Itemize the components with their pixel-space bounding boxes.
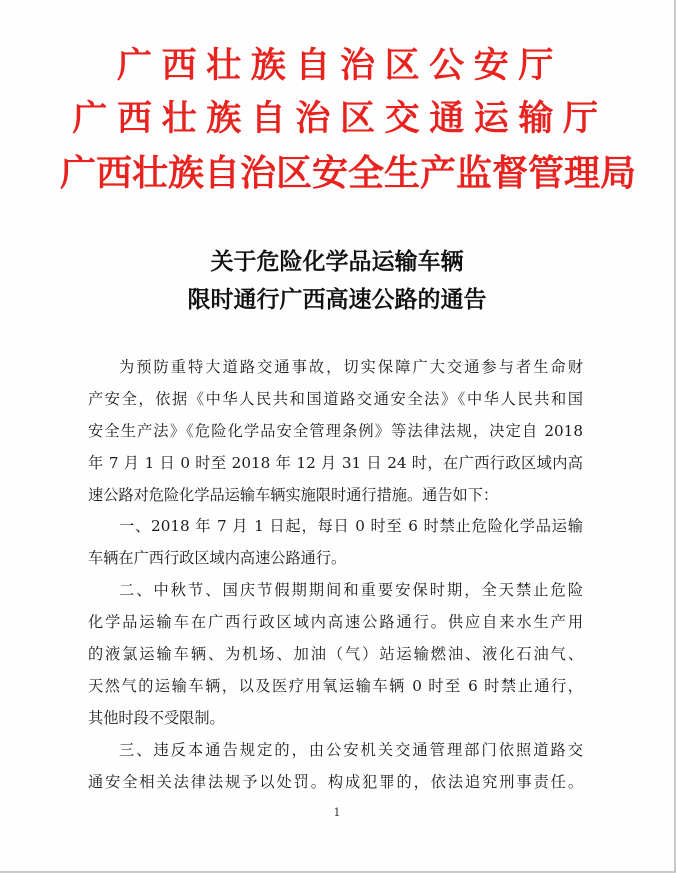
body-line: 二、中秋节、国庆节假期期间和重要安保时期，全天禁止危险 [119,581,583,600]
body-line: 安全生产法》《危险化学品安全管理条例》等法律法规，决定自 2018 [88,421,583,440]
body-line: 产安全，依据《中华人民共和国道路交通安全法》《中华人民共和国 [88,389,583,408]
issuer-transport: 广西壮族自治区交通运输厅 [72,98,608,139]
body-line: 为预防重特大道路交通事故，切实保障广大交通参与者生命财 [119,358,583,376]
body-line: 化学品运输车在广西行政区域内高速公路通行。供应自来水生产用 [88,613,583,632]
issuer-safety-supervision: 广西壮族自治区安全生产监督管理局 [60,152,637,194]
body-line: 速公路对危险化学品运输车辆实施限时通行措施。通告如下： [88,485,499,504]
body-line: 年 7 月 1 日 0 时至 2018 年 12 月 31 日 24 时，在广西行政区域内高 [88,453,583,472]
notice-body [88,352,583,798]
page-number: 1 [333,806,341,819]
body-line: 其他时段不受限制。 [88,708,225,727]
body-line: 车辆在广西行政区域内高速公路通行。 [88,549,347,568]
issuer-public-security: 广西壮族自治区公安厅 [116,45,563,86]
notice-title-line-2: 限时通行广西高速公路的通告 [187,286,487,313]
body-line: 天然气的运输车辆，以及医疗用氧运输车辆 0 时至 6 时禁止通行， [88,676,583,695]
body-line: 一、2018 年 7 月 1 日起，每日 0 时至 6 时禁止危险化学品运输 [119,517,583,536]
body-line: 的液氯运输车辆、为机场、加油（气）站运输燃油、液化石油气、 [88,645,583,664]
notice-title-line-1: 关于危险化学品运输车辆 [210,248,464,275]
body-line: 三、违反本通告规定的，由公安机关交通管理部门依照道路交 [119,740,583,759]
body-line: 通安全相关法律法规予以处罚。构成犯罪的，依法追究刑事责任。 [88,772,583,791]
